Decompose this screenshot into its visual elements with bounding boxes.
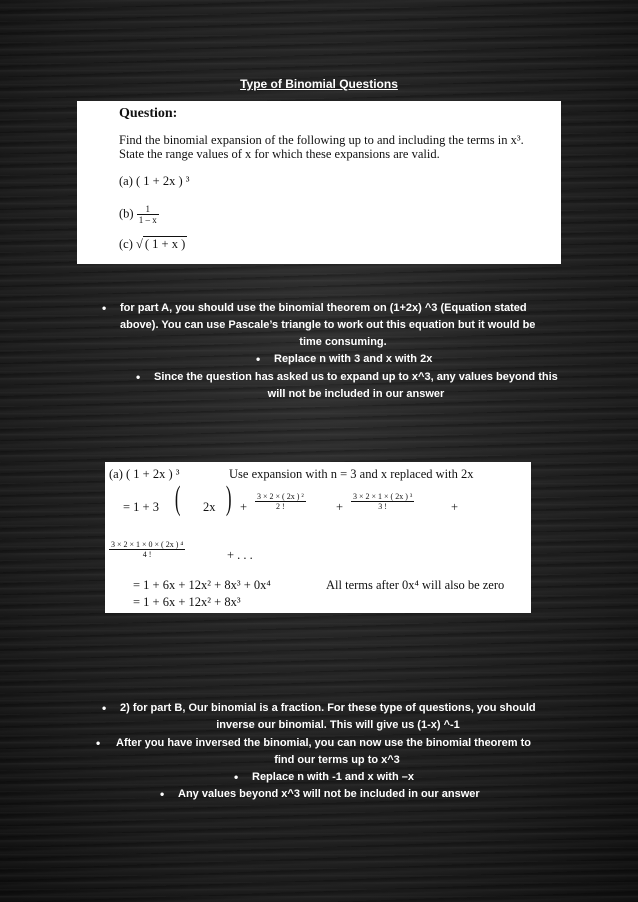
page-title: Type of Binomial Questions [240,77,398,91]
paren-right-icon: ) [225,480,232,517]
part-b-numerator: 1 [137,204,159,215]
question-heading: Question: [119,106,178,121]
fraction-3-denominator: 4 ! [142,550,152,559]
note-b-4-text: Any values beyond x^3 will not be included in our answer [178,788,480,800]
question-image [77,101,561,264]
part-b-label: (b) [119,206,134,221]
bullet-icon: • [256,352,261,366]
fraction-1 [255,492,306,511]
note-a-3-line-2: will not be included in our answer [267,388,445,400]
solution-line-2-term: 2x [203,500,216,514]
fraction-2 [351,492,414,511]
plus-sign-2: + [336,500,344,514]
sqrt-icon: √ [136,237,143,251]
note-b-2-line-1: After you have inversed the binomial, you can now use the binomial theorem to [116,737,532,749]
note-a-1-line-1: for part A, you should use the binomial theorem on (1+2x) ^3 (Equation stated [120,302,527,314]
solution-line-1-right: Use expansion with n = 3 and x replaced with 2x [229,467,474,481]
note-b-3-text: Replace n with -1 and x with –x [252,771,414,783]
fraction-3 [109,540,185,559]
solution-line-4-right: All terms after 0x⁴ will also be zero [326,578,505,592]
question-part-c [119,236,187,252]
fraction-1-denominator: 2 ! [276,502,285,511]
bullet-icon: • [96,736,101,750]
bullet-icon: • [136,370,141,384]
part-c-radicand: ( 1 + x ) [144,237,186,251]
question-line-1: Find the binomial expansion of the following up to and including the terms in x³. [119,133,524,147]
question-part-a: (a) ( 1 + 2x ) ³ [119,174,190,188]
note-a-3-line-1: Since the question has asked us to expand up to x^3, any values beyond this [154,371,558,383]
plus-sign-3: + [451,500,459,514]
plus-sign-1: + [240,500,248,514]
fraction-2-numerator: 3 × 2 × 1 × ( 2x ) ³ [353,492,413,501]
part-b-fraction [137,204,159,225]
bullet-icon: • [160,787,165,801]
solution-line-2-start: = 1 + 3 [123,500,159,514]
paren-left-icon: ( [174,480,181,517]
solution-image [105,462,531,613]
part-c-label: (c) [119,237,133,251]
note-b-2-line-2: find our terms up to x^3 [274,754,400,766]
fraction-1-numerator: 3 × 2 × ( 2x ) ² [257,492,304,501]
solution-line-4-left: = 1 + 6x + 12x² + 8x³ + 0x⁴ [133,578,271,592]
bullet-icon: • [102,701,107,715]
bullet-icon: • [102,301,107,315]
solution-ellipsis: + . . . [227,548,253,562]
fraction-2-denominator: 3 ! [378,502,387,511]
note-a-1-line-3: time consuming. [299,336,387,348]
solution-line-5: = 1 + 6x + 12x² + 8x³ [133,595,241,609]
question-line-2: State the range values of x for which these expansions are valid. [119,147,440,161]
note-a-2-text: Replace n with 3 and x with 2x [274,353,433,365]
bullet-icon: • [234,770,239,784]
fraction-3-numerator: 3 × 2 × 1 × 0 × ( 2x ) ⁴ [111,540,184,549]
note-b-1-line-1: 2) for part B, Our binomial is a fraction. For these type of questions, you should [120,702,536,714]
part-b-denominator: 1 – x [138,215,157,225]
note-b-1-line-2: inverse our binomial. This will give us (1-x) ^-1 [216,719,460,731]
note-a-1-line-2: above). You can use Pascale’s triangle to work out this equation but it would be [120,319,536,331]
solution-line-1-left: (a) ( 1 + 2x ) ³ [109,467,180,481]
question-part-b [119,204,159,225]
